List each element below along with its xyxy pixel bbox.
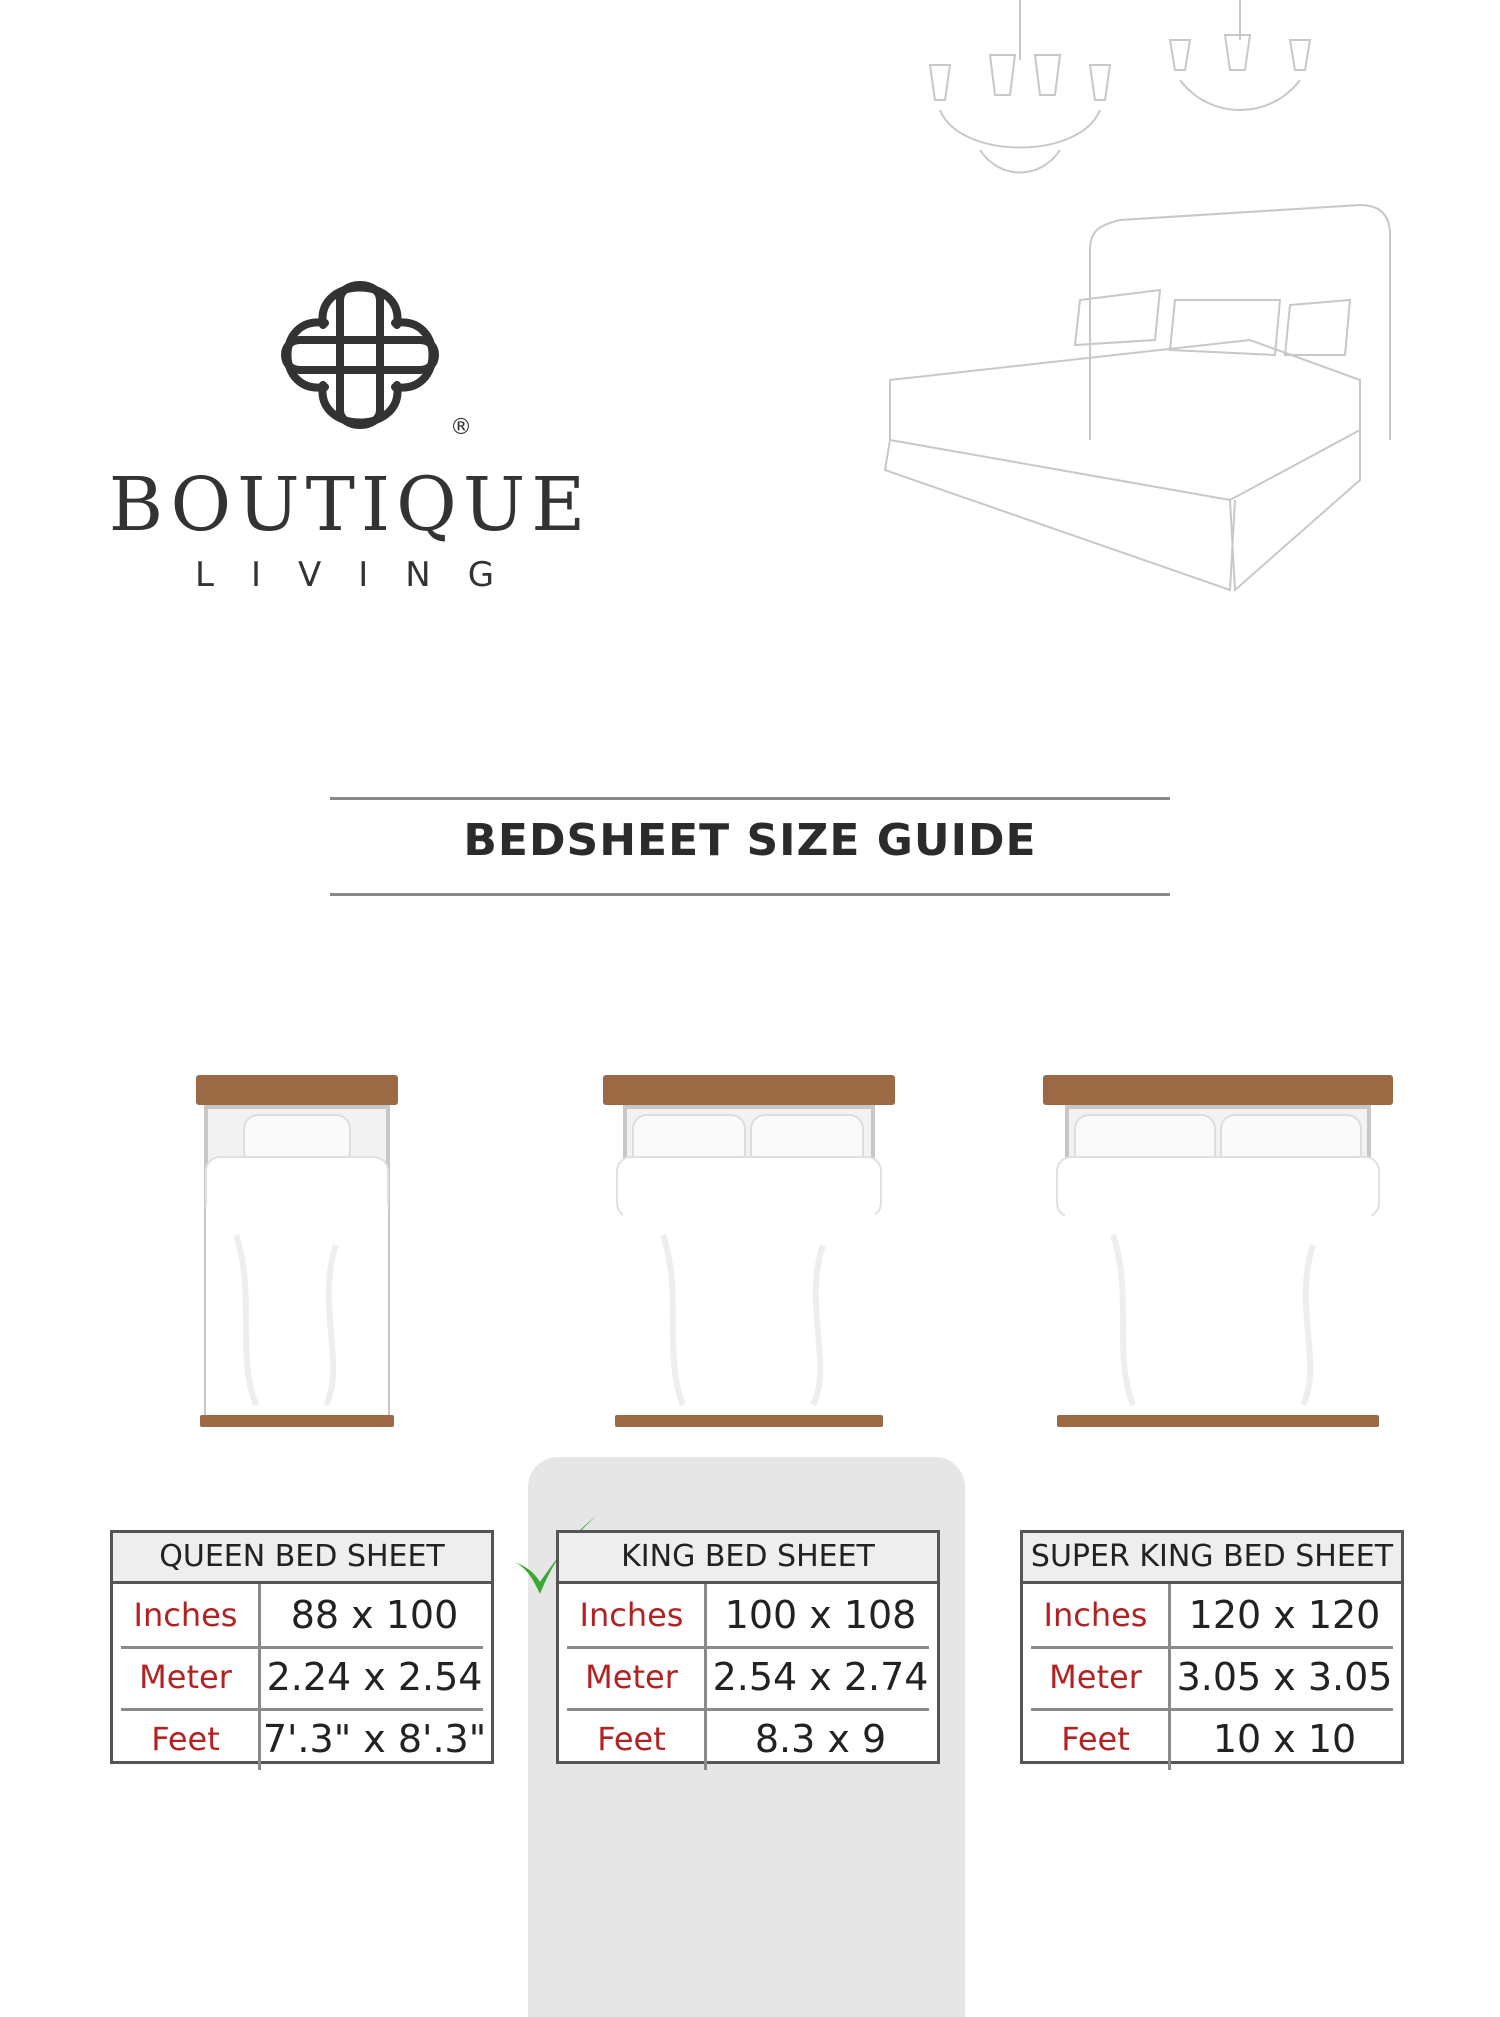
queen-bed-image xyxy=(196,1075,398,1430)
queen-size-table xyxy=(110,1530,494,1764)
table-row xyxy=(1023,1646,1401,1708)
table-heading: QUEEN BED SHEET xyxy=(113,1533,491,1584)
king-bed-image xyxy=(603,1075,895,1430)
unit-label: Meter xyxy=(585,1658,678,1696)
table-row xyxy=(1023,1708,1401,1770)
size-value: 88 x 100 xyxy=(290,1593,459,1637)
size-value: 2.54 x 2.74 xyxy=(712,1655,929,1699)
table-row xyxy=(559,1584,937,1646)
size-value: 120 x 120 xyxy=(1188,1593,1381,1637)
registered-mark: ® xyxy=(450,415,472,440)
unit-label: Meter xyxy=(139,1658,232,1696)
super-king-bed-image xyxy=(1043,1075,1393,1430)
title-rule-bottom xyxy=(330,893,1170,896)
brand-subname: LIVING xyxy=(195,555,532,595)
title-rule-top xyxy=(330,797,1170,800)
table-heading: SUPER KING BED SHEET xyxy=(1023,1533,1401,1584)
table-row xyxy=(113,1646,491,1708)
size-value: 8.3 x 9 xyxy=(754,1717,887,1761)
king-size-table xyxy=(556,1530,940,1764)
size-value: 100 x 108 xyxy=(724,1593,917,1637)
unit-label: Inches xyxy=(579,1596,684,1634)
brand-logo-icon xyxy=(255,255,472,455)
size-value: 10 x 10 xyxy=(1212,1717,1357,1761)
unit-label: Inches xyxy=(133,1596,238,1634)
size-value: 3.05 x 3.05 xyxy=(1176,1655,1393,1699)
unit-label: Feet xyxy=(151,1720,220,1758)
table-row xyxy=(559,1708,937,1770)
table-row xyxy=(113,1708,491,1770)
size-value: 2.24 x 2.54 xyxy=(266,1655,483,1699)
table-row xyxy=(113,1584,491,1646)
unit-label: Feet xyxy=(1061,1720,1130,1758)
page-title: BEDSHEET SIZE GUIDE xyxy=(463,815,1037,866)
table-row xyxy=(559,1646,937,1708)
unit-label: Meter xyxy=(1049,1658,1142,1696)
table-heading: KING BED SHEET xyxy=(559,1533,937,1584)
super-king-size-table xyxy=(1020,1530,1404,1764)
unit-label: Feet xyxy=(597,1720,666,1758)
table-row xyxy=(1023,1584,1401,1646)
bed-sketch-icon xyxy=(840,0,1400,600)
size-value: 7'.3" x 8'.3" xyxy=(262,1717,487,1761)
unit-label: Inches xyxy=(1043,1596,1148,1634)
brand-name: BOUTIQUE xyxy=(108,462,592,548)
